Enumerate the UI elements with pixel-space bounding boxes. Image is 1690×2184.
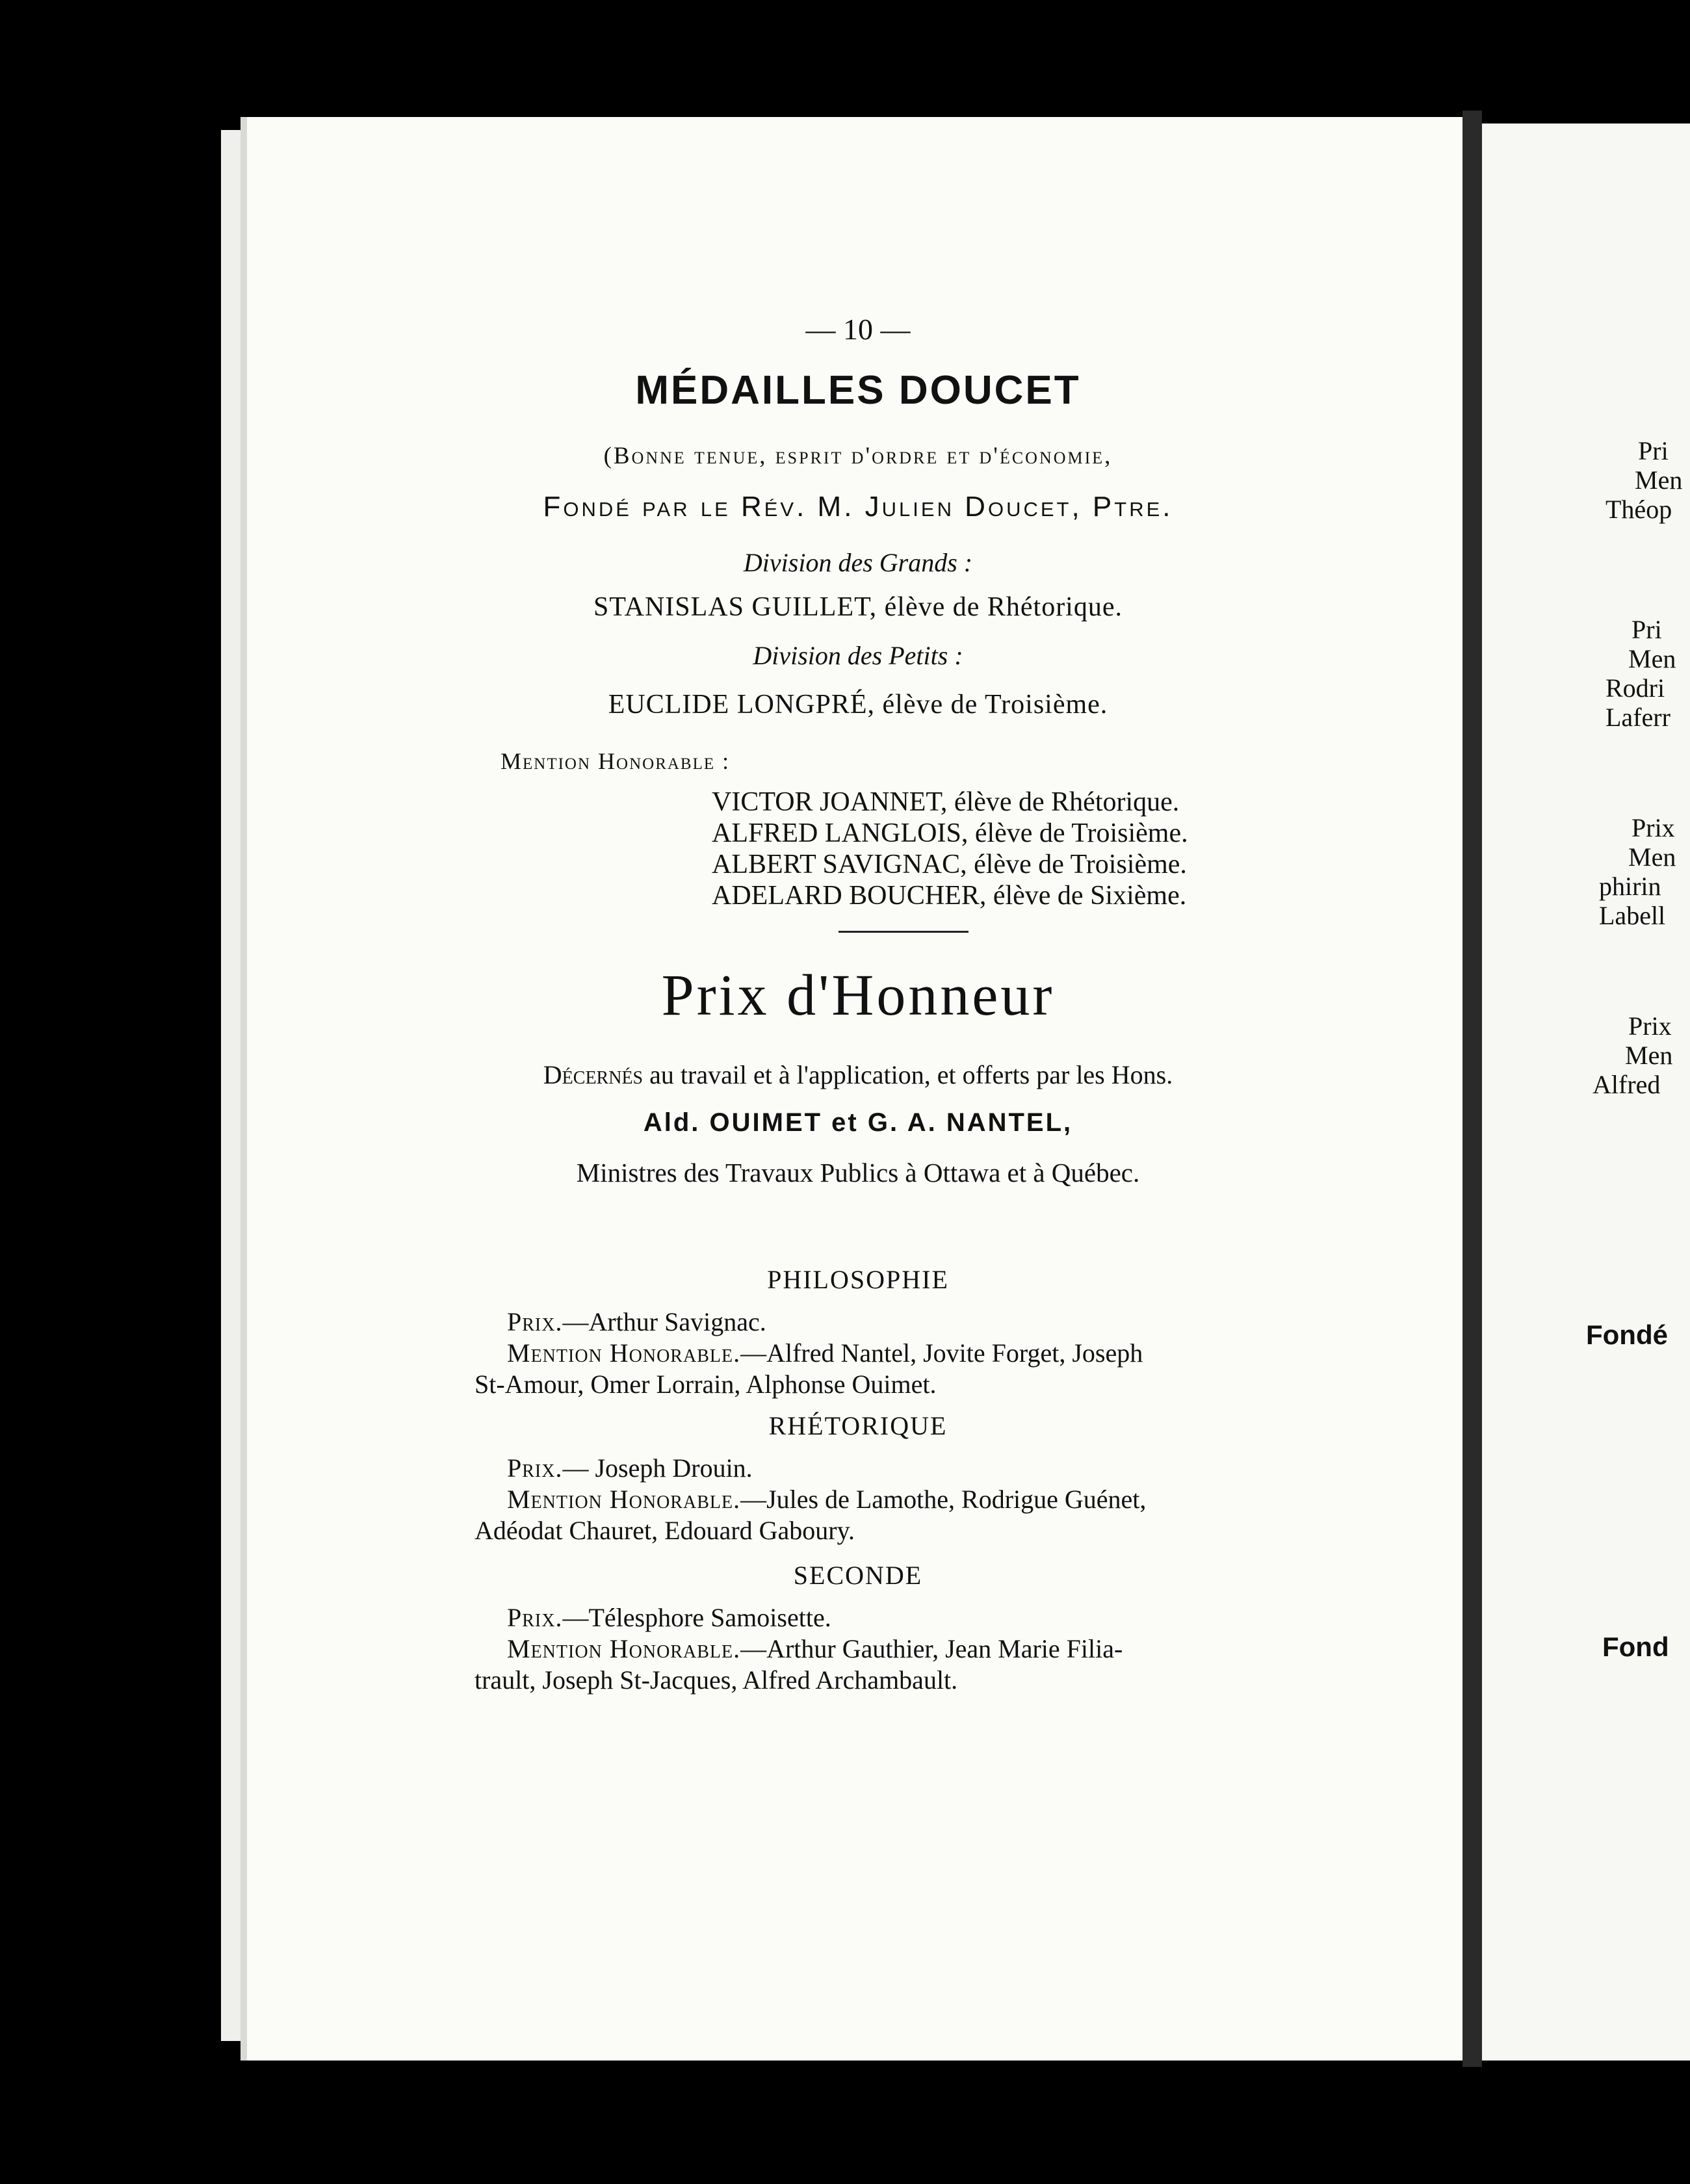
page-number: — 10 — xyxy=(805,313,911,346)
mention-item: ALFRED LANGLOIS, élève de Troisième. xyxy=(712,818,1188,848)
mention-label: Mention Honorable. xyxy=(507,1338,741,1368)
mention-item: VICTOR JOANNET, élève de Rhétorique. xyxy=(712,787,1180,817)
fragment-text: Men xyxy=(1635,465,1683,495)
section-body-philosophie xyxy=(474,1306,1339,1400)
mention-label: Mention Honorable. xyxy=(507,1634,741,1663)
fragment-text: Prix xyxy=(1632,813,1675,842)
mention-text: —Alfred Nantel, Jovite Forget, Joseph xyxy=(740,1338,1143,1368)
fragment-text: Laferr xyxy=(1606,703,1670,732)
fragment-text: Rodri xyxy=(1606,673,1665,703)
fragment-text: Pri xyxy=(1638,436,1669,465)
prix-text: — Joseph Drouin. xyxy=(562,1453,753,1483)
prix-label: Prix. xyxy=(507,1453,563,1483)
fragment-text: Men xyxy=(1628,842,1676,872)
founder-line: Fondé par le Rév. M. Julien Doucet, Ptre. xyxy=(543,491,1173,523)
mention-item: ADELARD BOUCHER, élève de Sixième. xyxy=(712,881,1187,911)
prix-label: Prix. xyxy=(507,1603,563,1632)
book-spine xyxy=(1462,110,1482,2067)
prix-text: —Télesphore Samoisette. xyxy=(562,1603,831,1632)
division-petits-winner: EUCLIDE LONGPRÉ, élève de Troisième. xyxy=(608,690,1108,720)
division-grands-label: Division des Grands : xyxy=(743,548,973,577)
section-heading-philosophie: PHILOSOPHIE xyxy=(767,1265,949,1294)
fragment-text: Prix xyxy=(1628,1011,1672,1041)
mention-item: ALBERT SAVIGNAC, élève de Troisième. xyxy=(712,850,1187,879)
decernes-rest: au travail et à l'application, et offerts par les Hons. xyxy=(643,1060,1173,1089)
section-heading-rhetorique: RHÉTORIQUE xyxy=(768,1411,948,1440)
mention-text-continued: trault, Joseph St-Jacques, Alfred Archambault. xyxy=(474,1665,958,1695)
prix-honneur-title: Prix d'Honneur xyxy=(661,963,1055,1028)
mention-text: —Jules de Lamothe, Rodrigue Guénet, xyxy=(740,1485,1147,1514)
mention-label: Mention Honorable. xyxy=(507,1485,741,1514)
ministres-line: Ministres des Travaux Publics à Ottawa et à Québec. xyxy=(576,1158,1140,1188)
prix-text: —Arthur Savignac. xyxy=(562,1307,766,1336)
medailles-subtitle: (Bonne tenue, esprit d'ordre et d'économie, xyxy=(603,443,1113,469)
mention-text: —Arthur Gauthier, Jean Marie Filia- xyxy=(740,1634,1123,1663)
division-petits-label: Division des Petits : xyxy=(753,641,963,670)
left-page xyxy=(240,117,1469,2060)
mention-list xyxy=(712,786,1188,911)
fragment-text: Alfred xyxy=(1592,1070,1661,1099)
prix-label: Prix. xyxy=(507,1307,563,1336)
section-body-rhetorique xyxy=(474,1453,1339,1546)
fragment-text: Pri xyxy=(1632,615,1662,644)
section-body-seconde xyxy=(474,1602,1339,1696)
mention-honorable-label: Mention Honorable : xyxy=(500,748,731,774)
fragment-text: phirin xyxy=(1599,872,1661,901)
ministers-names: Ald. OUIMET et G. A. NANTEL, xyxy=(643,1108,1073,1137)
right-page-fragment xyxy=(1482,124,1690,2060)
mention-text-continued: Adéodat Chauret, Edouard Gaboury. xyxy=(474,1516,855,1545)
medailles-title: MÉDAILLES DOUCET xyxy=(635,368,1081,413)
fragment-text: Men xyxy=(1628,644,1676,673)
decernes-line xyxy=(247,1060,1469,1090)
mention-text-continued: St-Amour, Omer Lorrain, Alphonse Ouimet. xyxy=(474,1370,937,1399)
division-grands-winner: STANISLAS GUILLET, élève de Rhétorique. xyxy=(593,592,1123,622)
fragment-text: Théop xyxy=(1606,495,1672,524)
fragment-text: Men xyxy=(1625,1041,1673,1070)
section-heading-seconde: SECONDE xyxy=(793,1561,923,1590)
fragment-bold-text: Fondé xyxy=(1586,1320,1668,1350)
fragment-text: Labell xyxy=(1599,901,1666,930)
decernes-smallcaps: Décernés xyxy=(543,1060,644,1089)
fragment-bold-text: Fond xyxy=(1602,1632,1669,1662)
section-divider xyxy=(838,931,968,933)
